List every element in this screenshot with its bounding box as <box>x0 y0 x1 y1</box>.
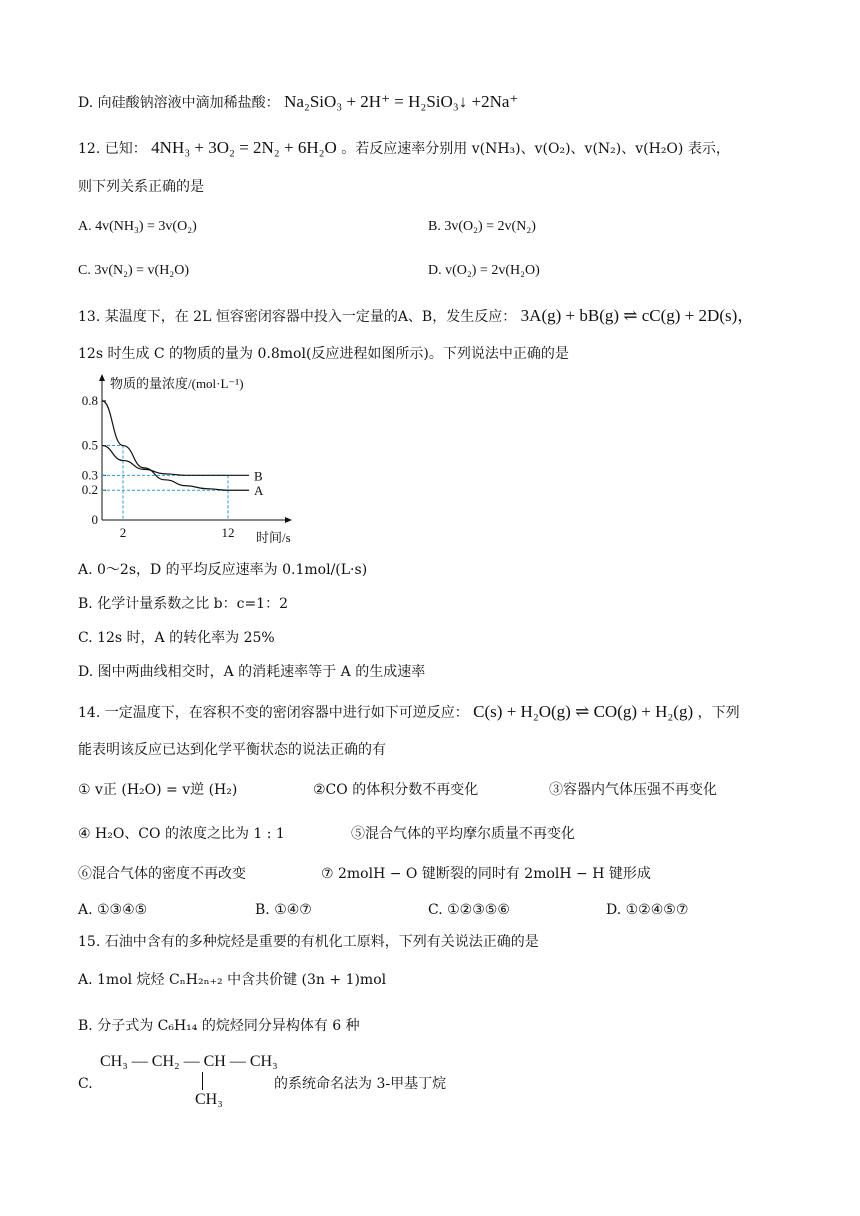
q14-statement-1: ① v正 (H₂O) = v逆 (H₂) <box>78 782 238 798</box>
q14-statement-2: ②CO 的体积分数不再变化 <box>313 782 479 798</box>
q12-stem-line2: 则下列关系正确的是 <box>78 179 204 195</box>
q11-option-d <box>78 92 518 113</box>
series-line-A <box>102 401 249 490</box>
concentration-time-chart <box>70 372 300 552</box>
y-tick-label: 0.2 <box>81 482 98 498</box>
q12-option-a: A. 4v(NH₃) = 3v(O₂) <box>78 219 197 234</box>
series-line-B <box>102 446 249 476</box>
q14-option-a: A. ①③④⑤ <box>78 902 148 918</box>
q12-option-d: D. v(O₂) = 2v(H₂O) <box>428 263 540 278</box>
series-label-A: A <box>254 483 264 499</box>
q14-option-d: D. ①②④⑤⑦ <box>606 902 689 918</box>
q13-option-b: B. 化学计量系数之比 b：c=1：2 <box>78 596 288 612</box>
q14-stem <box>78 702 740 723</box>
chart-svg <box>70 372 300 552</box>
q15-option-b: B. 分子式为 C₆H₁₄ 的烷烃同分异构体有 6 种 <box>78 1018 360 1034</box>
q14-statement-4: ④ H₂O、CO 的浓度之比为 1 : 1 <box>78 826 285 842</box>
q13-option-c: C. 12s 时，A 的转化率为 25% <box>78 630 275 646</box>
y-tick-label: 0.3 <box>81 467 98 483</box>
q15-option-a: A. 1mol 烷烃 CₙH₂ₙ₊₂ 中含共价键 (3n + 1)mol <box>78 972 387 988</box>
q15-structure-main-chain: CH₃ — CH₂ — CH — CH₃ <box>100 1053 278 1070</box>
q13-option-d: D. 图中两曲线相交时，A 的消耗速率等于 A 的生成速率 <box>78 664 426 680</box>
q13-equation: 3A(g) + bB(g) ⇌ cC(g) + 2D(s)， <box>520 306 755 325</box>
q13-stem <box>78 306 754 327</box>
y-tick-label: 0 <box>91 512 98 527</box>
q15-structure-bond <box>202 1072 203 1090</box>
q14-statement-5: ⑤混合气体的平均摩尔质量不再变化 <box>351 826 575 842</box>
q14-stem-tail: ，下列 <box>697 705 740 721</box>
q15-option-c-label: C. <box>78 1076 93 1092</box>
q14-equation: C(s) + H₂O(g) ⇌ CO(g) + H₂(g) <box>473 702 694 721</box>
q15-stem: 15. 石油中含有的多种烷烃是重要的有机化工原料，下列有关说法正确的是 <box>78 934 539 950</box>
q15-structure-branch: CH₃ <box>195 1091 223 1108</box>
x-axis-arrow <box>285 517 292 523</box>
q14-stem-text: 14. 一定温度下，在容积不变的密闭容器中进行如下可逆反应： <box>78 705 469 721</box>
q15-option-c-text: 的系统命名法为 3-甲基丁烷 <box>274 1076 447 1092</box>
q14-option-c: C. ①②③⑤⑥ <box>428 902 510 918</box>
q14-option-b: B. ①④⑦ <box>255 902 312 918</box>
series-label-B: B <box>254 468 263 484</box>
y-axis-label: 物质的量浓度/(mol·L⁻¹) <box>110 376 244 391</box>
q12-prefix: 12. 已知： <box>78 141 147 157</box>
q12-option-b: B. 3v(O₂) = 2v(N₂) <box>428 219 536 234</box>
y-axis-arrow <box>99 374 105 381</box>
q14-statement-3: ③容器内气体压强不再变化 <box>549 782 717 798</box>
q13-option-a: A. 0～2s，D 的平均反应速率为 0.1mol/(L·s) <box>78 562 368 578</box>
q12-equation: 4NH₃ + 3O₂ = 2N₂ + 6H₂O <box>151 138 337 157</box>
q11-option-d-equation: Na₂SiO₃ + 2H⁺ = H₂SiO₃↓ +2Na⁺ <box>284 92 519 111</box>
q13-stem-text: 13. 某温度下，在 2L 恒容密闭容器中投入一定量的A、B，发生反应： <box>78 309 517 325</box>
q13-stem-line2: 12s 时生成 C 的物质的量为 0.8mol(反应进程如图所示)。下列说法中正确的是 <box>78 346 569 362</box>
y-tick-label: 0.5 <box>81 437 98 453</box>
x-tick-label: 2 <box>119 525 127 540</box>
x-tick-label: 12 <box>221 525 235 540</box>
q12-rest: 。若反应速率分别用 v(NH₃)、v(O₂)、v(N₂)、v(H₂O) 表示， <box>341 141 730 157</box>
q14-statement-7: ⑦ 2molH − O 键断裂的同时有 2molH − H 键形成 <box>321 866 651 882</box>
q14-stem-line2: 能表明该反应已达到化学平衡状态的说法正确的有 <box>78 742 386 758</box>
x-axis-label: 时间/s <box>256 530 291 545</box>
q12-stem <box>78 138 730 159</box>
y-tick-label: 0.8 <box>81 392 98 408</box>
q12-option-c: C. 3v(N₂) = v(H₂O) <box>78 263 189 278</box>
q11-option-d-label: D. 向硅酸钠溶液中滴加稀盐酸： <box>78 95 280 111</box>
q14-statement-6: ⑥混合气体的密度不再改变 <box>78 866 246 882</box>
